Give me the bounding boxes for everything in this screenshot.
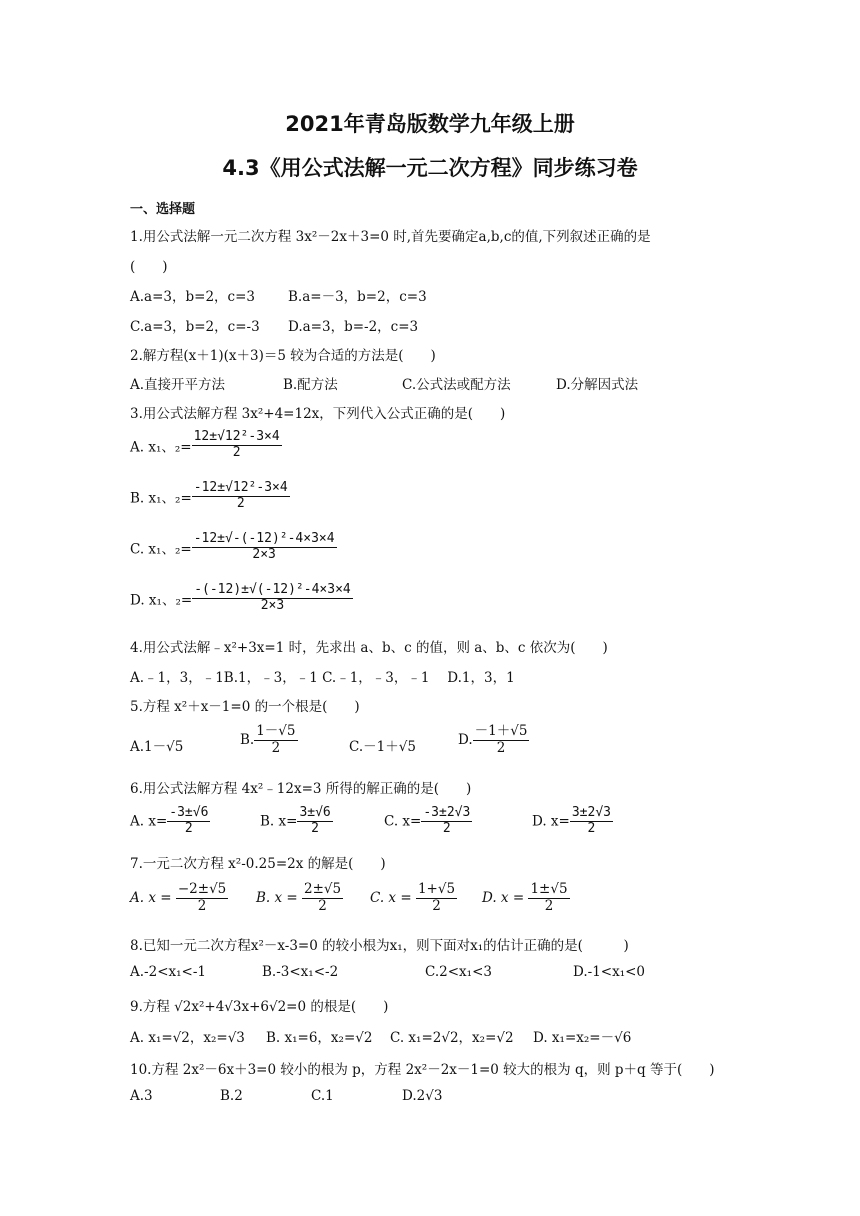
q6-a-fraction [167,806,210,837]
q10-option-b: B.2 [220,1088,243,1104]
q5-b-denominator: 2 [271,739,281,756]
q6-a-label: A. x= [130,813,168,830]
q5-b-fraction [254,724,297,756]
q10-option-c: C.1 [311,1088,334,1104]
q5-d-denominator: 2 [496,739,506,756]
worksheet-title: 2021年青岛版数学九年级上册 [285,112,575,136]
q3-a-label: A. x₁、₂= [130,439,192,456]
q5-b-label: B. [240,732,255,749]
q5-d-numerator: －1＋√5 [474,723,528,739]
q7-a-label: A. x = [130,890,172,907]
q7-a-numerator: −2±√5 [177,881,227,897]
q2-option-b: B.配方法 [283,377,338,393]
question-6-stem: 6.用公式法解方程 4x²﹣12x=3 所得的解正确的是( ) [130,781,472,797]
q3-option-c [130,532,337,563]
question-3-stem: 3.用公式法解方程 3x²+4=12x，下列代入公式正确的是( ) [130,406,506,422]
q6-b-fraction [297,806,332,837]
q3-c-fraction [192,532,337,563]
q2-option-c: C.公式法或配方法 [402,377,511,393]
worksheet-subtitle: 4.3《用公式法解一元二次方程》同步练习卷 [222,156,638,180]
question-4-stem: 4.用公式法解﹣x²+3x=1 时，先求出 a、b、c 的值，则 a、b、c 依次为( ) [130,640,608,656]
q3-b-numerator: -12±√12²-3×4 [193,480,288,495]
q8-option-a: A.-2<x₁<-1 [130,964,206,980]
q6-option-b [260,806,333,837]
q5-option-d [458,724,529,756]
q7-b-fraction [302,882,343,914]
q2-option-d: D.分解因式法 [556,377,639,393]
q1-option-a: A.a=3，b=2，c=3 [130,289,255,305]
q7-b-denominator: 2 [318,897,327,914]
q6-d-denominator: 2 [587,820,596,836]
q3-a-denominator: 2 [232,444,241,460]
q7-c-label: C. x = [370,890,412,907]
q5-option-b [240,724,298,756]
q3-d-numerator: -(-12)±√(-12)²-4×3×4 [194,582,351,597]
q6-option-c [384,806,472,837]
question-1-stem: 1.用公式法解一元二次方程 3x²－2x＋3=0 时,首先要确定a,b,c的值,下列叙述正确的是 [130,229,651,245]
q3-c-numerator: -12±√-(-12)²-4×3×4 [193,531,335,546]
q10-option-a: A.3 [130,1088,153,1104]
q7-option-a [130,882,228,914]
section-heading: 一、选择题 [130,202,196,217]
q7-a-denominator: 2 [197,897,207,914]
q8-option-c: C.2<x₁<3 [425,964,492,980]
q5-option-a: A.1－√5 [130,739,184,755]
q2-option-a: A.直接开平方法 [130,377,226,393]
q10-option-d: D.2√3 [402,1088,443,1104]
q5-option-c: C.－1＋√5 [349,739,416,755]
q7-d-fraction [528,882,569,914]
q7-d-numerator: 1±√5 [530,881,568,897]
q9-option-a: A. x₁=√2，x₂=√3 [130,1030,245,1046]
q5-d-fraction [473,724,530,756]
q9-option-c: C. x₁=2√2，x₂=√2 [390,1030,514,1046]
q4-options: A.﹣1，3，﹣1B.1，﹣3，﹣1 C.﹣1，﹣3，﹣1 D.1，3，1 [130,670,515,686]
q7-option-d [482,882,570,914]
q8-option-d: D.-1<x₁<0 [573,964,646,980]
q6-c-numerator: -3±2√3 [423,805,471,820]
q9-option-d: D. x₁=x₂=－√6 [533,1030,632,1046]
q1-option-c: C.a=3，b=2，c=-3 [130,319,260,335]
q6-b-numerator: 3±√6 [299,805,331,820]
q6-c-fraction [421,806,472,837]
q7-c-numerator: 1+√5 [417,881,456,897]
q7-option-b [256,882,343,914]
q3-option-d [130,583,353,614]
q3-option-a [130,430,282,461]
q3-d-fraction [192,583,353,614]
q3-c-label: C. x₁、₂= [130,541,192,558]
q3-d-label: D. x₁、₂= [130,592,193,609]
q7-a-fraction [176,882,228,914]
question-8-stem: 8.已知一元二次方程x²－x-3=0 的较小根为x₁，则下面对x₁的估计正确的是( ) [130,938,629,954]
q1-option-b: B.a=－3，b=2，c=3 [288,289,427,305]
q9-option-b: B. x₁=6，x₂=√2 [266,1030,373,1046]
q7-b-label: B. x = [256,890,298,907]
q7-option-c [370,882,457,914]
q6-a-numerator: -3±√6 [169,805,209,820]
q6-d-numerator: 3±2√3 [571,805,611,820]
question-1-paren: ( ) [130,259,168,275]
question-7-stem: 7.一元二次方程 x²-0.25=2x 的解是( ) [130,856,386,872]
q3-a-numerator: 12±√12²-3×4 [193,429,280,444]
question-9-stem: 9.方程 √2x²+4√3x+6√2=0 的根是( ) [130,999,389,1015]
question-2-stem: 2.解方程(x＋1)(x＋3)＝5 较为合适的方法是( ) [130,348,436,364]
q6-d-fraction [570,806,613,837]
q5-d-label: D. [458,732,473,749]
q3-b-fraction [192,481,290,512]
q6-d-label: D. x= [532,813,570,830]
q1-option-d: D.a=3，b=-2，c=3 [288,319,419,335]
q6-option-a [130,806,210,837]
q7-b-numerator: 2±√5 [304,881,342,897]
question-5-stem: 5.方程 x²＋x－1=0 的一个根是( ) [130,699,360,715]
q8-option-b: B.-3<x₁<-2 [262,964,339,980]
q6-b-label: B. x= [260,813,298,830]
q3-d-denominator: 2×3 [260,597,285,613]
q6-c-label: C. x= [384,813,422,830]
q7-d-label: D. x = [482,890,525,907]
q6-option-d [532,806,613,837]
q5-b-numerator: 1－√5 [256,723,296,739]
q3-b-label: B. x₁、₂= [130,490,192,507]
q7-c-fraction [416,882,457,914]
q6-b-denominator: 2 [311,820,319,836]
q3-a-fraction [192,430,282,461]
q3-b-denominator: 2 [236,495,245,511]
q3-c-denominator: 2×3 [252,546,276,562]
q7-c-denominator: 2 [432,897,441,914]
q7-d-denominator: 2 [544,897,554,914]
q6-c-denominator: 2 [442,820,451,836]
question-10-stem: 10.方程 2x²－6x＋3=0 较小的根为 p，方程 2x²－2x－1=0 较大的根为 q，则 p＋q 等于( ) [130,1062,715,1078]
q6-a-denominator: 2 [184,820,193,836]
q3-option-b [130,481,290,512]
